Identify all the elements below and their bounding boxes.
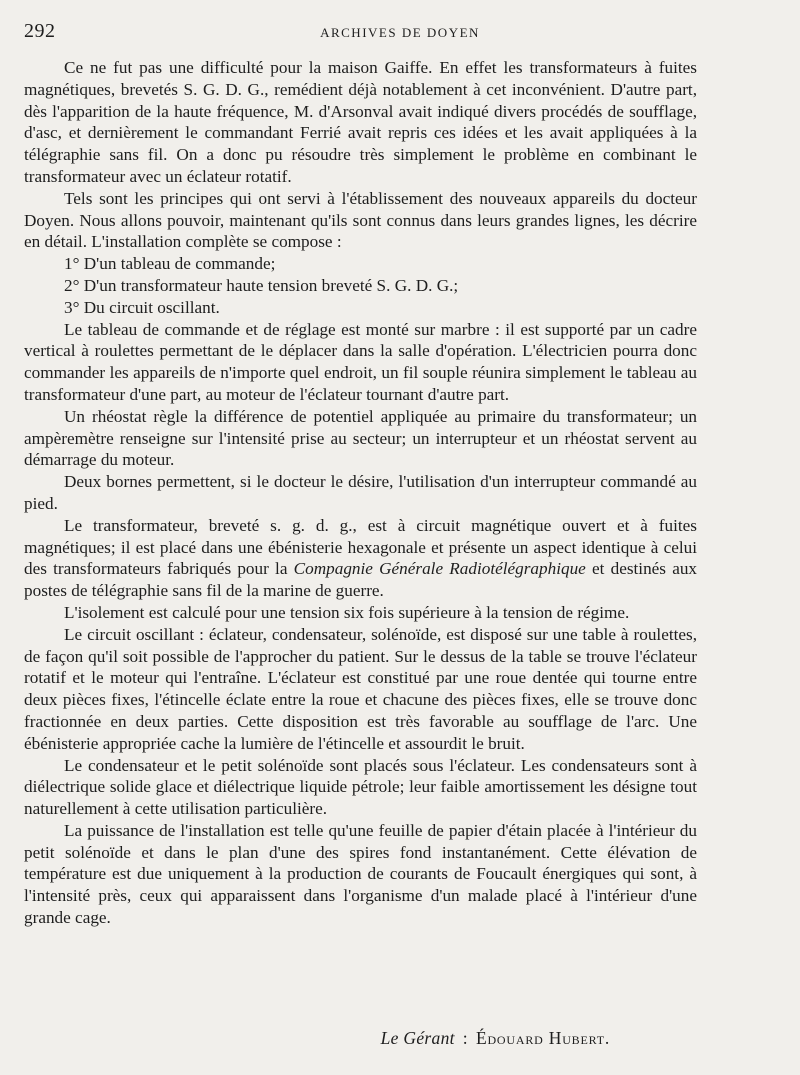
paragraph: Le condensateur et le petit solénoïde sont placés sous l'éclateur. Les condensateurs sont à diélectrique solide glace et diélectrique liquide pétrole; leur faible amortissement les désigne tout naturellement à cette utilisation particulière. — [24, 755, 697, 819]
paragraph: Deux bornes permettent, si le docteur le désire, l'utilisation d'un interrupteur commandé au pied. — [24, 472, 697, 513]
signature-name: Édouard Hubert. — [475, 1028, 610, 1048]
signature-label: Le Gérant — [380, 1028, 455, 1048]
paragraph: L'isolement est calculé pour une tension six fois supérieure à la tension de régime. — [64, 602, 630, 622]
paragraph: Un rhéostat règle la différence de potentiel appliquée au primaire du transformateur; un ampèremètre renseigne sur l'intensité prise au secteur; un interrupteur et un rhéostat servent au démarrage du moteur. — [24, 406, 697, 470]
signature-separator: : — [462, 1028, 468, 1048]
list-item: 2° D'un transformateur haute tension breveté S. G. D. G.; — [64, 275, 459, 295]
page-number: 292 — [24, 20, 56, 42]
paragraph-text-end: et destinés aux postes de télégraphie sans fil de la marine de guerre. — [24, 559, 698, 601]
paragraph: La puissance de l'installation est telle qu'une feuille de papier d'étain placée à l'intérieur du petit solénoïde et dans le plan d'une des spires fond instantanément. Cette élévation de température est due uniquement à la production de courants de Foucault énergiques qui sont, à l'intensité près, ceux qui apparaissent dans l'organisme d'un malade placé à l'intérieur d'une grande cage. — [24, 820, 697, 928]
signature — [381, 1028, 610, 1049]
paragraph: Le circuit oscillant : éclateur, condensateur, solénoïde, est disposé sur une table à roulettes, de façon qu'il soit possible de l'approcher du patient. Sur le dessus de la table se trouve l'éclateur rotatif et le moteur qui l'entraîne. L'éclateur est constitué par une roue dentée qui tourne entre deux pièces fixes, l'étincelle éclate entre la roue et chacune des pièces fixes, elle se trouve donc fractionnée en deux parties. Cette disposition est très favorable au soufflage de l'arc. Une ébénisterie appropriée cache la lumière de l'étincelle et assourdit le bruit. — [24, 624, 697, 753]
body-text — [24, 57, 697, 929]
running-head: ARCHIVES DE DOYEN — [320, 25, 480, 40]
paragraph: Tels sont les principes qui ont servi à l'établissement des nouveaux appareils du docteur Doyen. Nous allons pouvoir, maintenant qu'ils sont connus dans leurs grandes lignes, les décrire en détail. L'installation complète se compose : — [24, 188, 697, 252]
paragraph-text: Le transformateur, breveté s. g. d. g., est à circuit magnétique ouvert et à fuites magnétiques; il est placé dans une ébénisterie hexagonale et présente un aspect identique à celui des transformateurs fabriqués pour la — [24, 515, 697, 579]
paragraph-with-italic — [24, 515, 697, 602]
company-name-italic: Compagnie Générale Radiotélégraphique — [293, 559, 586, 579]
list-item: 3° Du circuit oscillant. — [64, 297, 220, 317]
list-item: 1° D'un tableau de commande; — [64, 254, 276, 274]
paragraph: Ce ne fut pas une difficulté pour la maison Gaiffe. En effet les transformateurs à fuites magnétiques, brevetés S. G. D. G., remédient déjà notablement à cet inconvénient. D'autre part, dès l'apparition de la haute fréquence, M. d'Arsonval avait indiqué divers procédés de soufflage, d'asc, et dernièrement le commandant Ferrié avait repris ces idées et les avait appliquées à la télégraphie sans fil. On a donc pu résoudre très simplement le problème en combinant le transformateur avec un éclateur rotatif. — [24, 58, 697, 186]
paragraph: Le tableau de commande et de réglage est monté sur marbre : il est supporté par un cadre vertical à roulettes permettant de le déplacer dans la salle d'opération. L'électricien pourra donc commander les appareils de n'importe quel endroit, un fil souple réunira simplement le tableau au transformateur d'une part, au moteur de l'éclateur tournant d'autre part. — [24, 319, 697, 404]
